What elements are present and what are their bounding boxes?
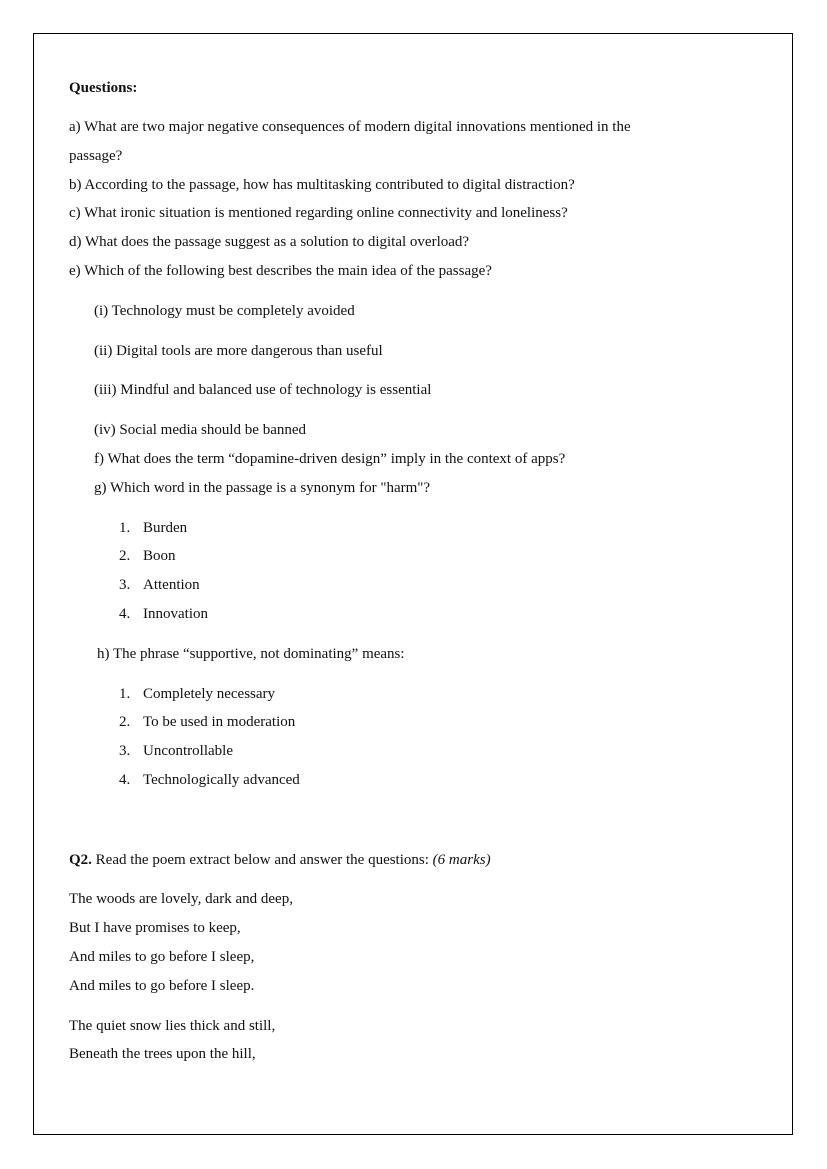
questions-heading: Questions: (69, 80, 138, 96)
question-e: e) Which of the following best describes the main idea of the passage? (69, 263, 492, 279)
option-e-iv: (iv) Social media should be banned (94, 422, 307, 438)
option-e-i: (i) Technology must be completely avoided (94, 303, 355, 319)
list-text: Completely necessary (143, 686, 276, 702)
question-h: h) The phrase “supportive, not dominating” means: (97, 646, 405, 662)
list-text: To be used in moderation (143, 714, 296, 730)
list-number: 1. (119, 686, 131, 702)
poem-line-5: The quiet snow lies thick and still, (69, 1018, 276, 1034)
list-number: 1. (119, 520, 131, 536)
question-a-line-1: a) What are two major negative consequences of modern digital innovations mentioned in the (69, 119, 631, 135)
q2-label: Q2. (69, 852, 92, 868)
poem-line-2: But I have promises to keep, (69, 920, 241, 936)
list-text: Uncontrollable (143, 743, 233, 759)
q2-instruction: Read the poem extract below and answer the questions: (91, 852, 433, 868)
question-b: b) According to the passage, how has multitasking contributed to digital distraction? (69, 177, 575, 193)
list-number: 2. (119, 714, 131, 730)
list-number: 3. (119, 577, 131, 593)
list-number: 4. (119, 772, 131, 788)
list-text: Burden (143, 520, 188, 536)
question-g: g) Which word in the passage is a synonym for "harm"? (94, 480, 431, 496)
question-c: c) What ironic situation is mentioned regarding online connectivity and loneliness? (69, 205, 568, 221)
list-text: Attention (143, 577, 200, 593)
list-text: Innovation (143, 606, 208, 622)
q2-heading (69, 851, 491, 869)
option-e-iii: (iii) Mindful and balanced use of technology is essential (94, 382, 432, 398)
poem-line-4: And miles to go before I sleep. (69, 978, 255, 994)
poem-line-6: Beneath the trees upon the hill, (69, 1046, 256, 1062)
list-number: 3. (119, 743, 131, 759)
list-text: Boon (143, 548, 176, 564)
poem-line-1: The woods are lovely, dark and deep, (69, 891, 293, 907)
list-text: Technologically advanced (143, 772, 300, 788)
list-number: 2. (119, 548, 131, 564)
poem-line-3: And miles to go before I sleep, (69, 949, 255, 965)
option-e-ii: (ii) Digital tools are more dangerous than useful (94, 343, 383, 359)
list-number: 4. (119, 606, 131, 622)
question-d: d) What does the passage suggest as a solution to digital overload? (69, 234, 470, 250)
question-f: f) What does the term “dopamine-driven design” imply in the context of apps? (94, 451, 566, 467)
question-a-line-2: passage? (69, 148, 123, 164)
q2-marks: (6 marks) (432, 852, 491, 868)
